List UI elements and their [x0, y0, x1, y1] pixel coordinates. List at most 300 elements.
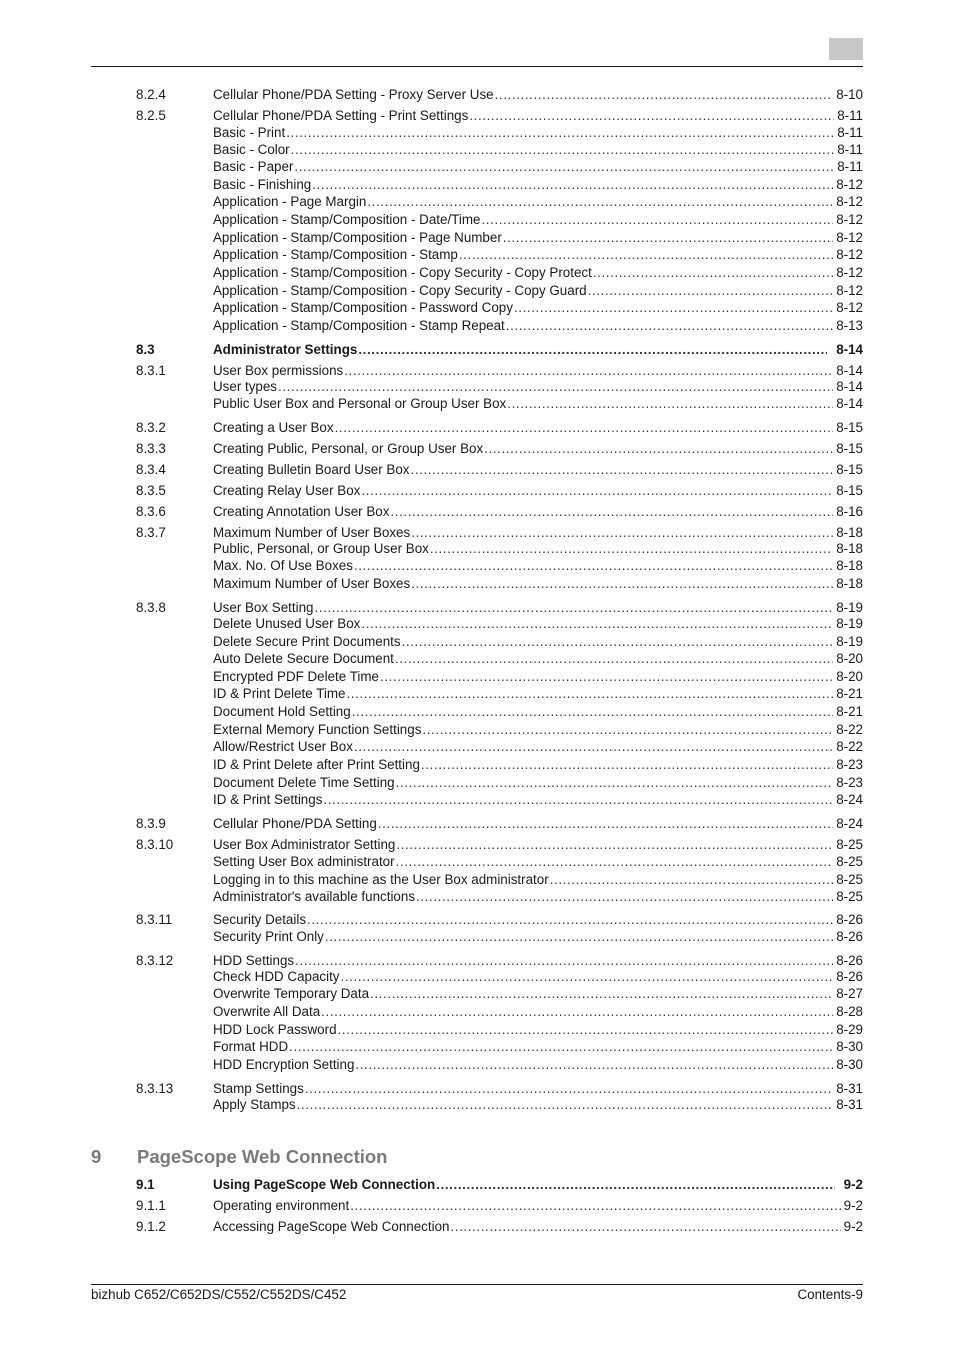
toc-entry-number: 9.1: [136, 1177, 155, 1192]
toc-entry-page: 8-25: [836, 837, 863, 852]
toc-entry[interactable]: [0, 341, 954, 359]
toc-entry-title: External Memory Function Settings: [213, 722, 422, 737]
toc-entry[interactable]: [0, 815, 954, 833]
toc-entry[interactable]: [0, 888, 954, 906]
toc-dot-leader: [588, 282, 834, 300]
toc-entry[interactable]: [0, 503, 954, 521]
corner-tab-marker: [829, 38, 863, 60]
toc-entry-title: Security Details: [213, 912, 307, 927]
toc-dot-leader: [294, 158, 834, 176]
header-rule: [91, 66, 863, 67]
toc-entry-line: [213, 985, 863, 1003]
toc-entry-line: [213, 341, 863, 359]
toc-entry-title: Public, Personal, or Group User Box: [213, 541, 429, 556]
toc-entry-title: Basic - Color: [213, 142, 290, 157]
toc-dot-leader: [481, 211, 833, 229]
toc-entry[interactable]: [0, 482, 954, 500]
toc-entry[interactable]: [0, 264, 954, 282]
toc-entry-line: [213, 928, 863, 946]
toc-entry-line: [213, 317, 863, 335]
toc-entry-page: 8-28: [836, 1004, 863, 1019]
toc-entry-number: 9.1.2: [136, 1219, 166, 1234]
toc-entry[interactable]: [0, 928, 954, 946]
toc-dot-leader: [450, 1218, 840, 1236]
toc-entry[interactable]: [0, 211, 954, 229]
toc-entry-title: Application - Stamp/Composition - Stamp Repeat: [213, 318, 505, 333]
toc-entry[interactable]: [0, 853, 954, 871]
toc-dot-leader: [396, 853, 834, 871]
toc-dot-leader: [341, 968, 834, 986]
toc-entry-line: [213, 378, 863, 396]
toc-entry-title: HDD Lock Password: [213, 1022, 337, 1037]
toc-entry-line: [213, 633, 863, 651]
toc-entry-page: 8-11: [837, 125, 863, 140]
toc-entry[interactable]: [0, 1038, 954, 1056]
toc-entry-line: [213, 158, 863, 176]
toc-entry-line: [213, 791, 863, 809]
chapter-title: PageScope Web Connection: [137, 1146, 388, 1167]
toc-entry-line: [213, 282, 863, 300]
toc-entry[interactable]: [0, 911, 954, 929]
toc-entry-number: 8.3.12: [136, 953, 174, 968]
toc-entry-number: 8.3.7: [136, 525, 166, 540]
toc-entry[interactable]: [0, 141, 954, 159]
toc-entry[interactable]: [0, 540, 954, 558]
toc-entry-page: 8-20: [836, 669, 863, 684]
toc-entry-line: [213, 1021, 863, 1039]
toc-entry-page: 8-10: [836, 87, 863, 102]
footer-rule: [91, 1284, 863, 1285]
toc-dot-leader: [354, 557, 833, 575]
toc-entry[interactable]: [0, 650, 954, 668]
toc-entry-title: Max. No. Of Use Boxes: [213, 558, 353, 573]
toc-entry-number: 8.3.6: [136, 504, 166, 519]
toc-entry-number: 8.3.10: [136, 837, 174, 852]
toc-entry-page: 8-12: [836, 300, 863, 315]
toc-entry-page: 8-15: [836, 483, 863, 498]
toc-entry-title: Format HDD: [213, 1039, 289, 1054]
toc-entry-title: Application - Stamp/Composition - Page Number: [213, 230, 502, 245]
toc-entry-title: Apply Stamps: [213, 1097, 296, 1112]
toc-entry-number: 8.3.9: [136, 816, 166, 831]
toc-entry[interactable]: [0, 1197, 954, 1215]
toc-entry-title: Check HDD Capacity: [213, 969, 340, 984]
toc-entry-title: Basic - Print: [213, 125, 286, 140]
toc-entry-title: Creating Bulletin Board User Box: [213, 462, 410, 477]
toc-entry-line: [213, 107, 863, 125]
toc-entry-line: [213, 141, 863, 159]
toc-entry-number: 8.3.11: [136, 912, 173, 927]
toc-entry[interactable]: [0, 557, 954, 575]
toc-entry-title: Creating Annotation User Box: [213, 504, 390, 519]
toc-entry-page: 8-18: [836, 541, 863, 556]
toc-entry-page: 8-25: [836, 889, 863, 904]
toc-entry[interactable]: [0, 791, 954, 809]
toc-entry[interactable]: [0, 721, 954, 739]
toc-entry-line: [213, 264, 863, 282]
toc-dot-leader: [422, 721, 833, 739]
toc-entry-line: [213, 246, 863, 264]
toc-dot-leader: [436, 1176, 834, 1194]
toc-dot-leader: [278, 378, 833, 396]
toc-entry-page: 9-2: [843, 1198, 863, 1213]
toc-dot-leader: [325, 928, 833, 946]
toc-entry[interactable]: [0, 1003, 954, 1021]
toc-entry[interactable]: [0, 756, 954, 774]
toc-dot-leader: [361, 615, 833, 633]
toc-entry-title: ID & Print Delete after Print Setting: [213, 757, 420, 772]
toc-dot-leader: [355, 1056, 833, 1074]
toc-entry-line: [213, 836, 863, 854]
toc-entry[interactable]: [0, 871, 954, 889]
toc-entry-page: 8-11: [837, 108, 863, 123]
toc-entry-title: Administrator's available functions: [213, 889, 416, 904]
toc-dot-leader: [395, 650, 833, 668]
toc-entry-page: 8-27: [836, 986, 863, 1001]
toc-entry-line: [213, 853, 863, 871]
toc-entry[interactable]: [0, 246, 954, 264]
toc-entry-page: 8-12: [836, 212, 863, 227]
toc-dot-leader: [430, 540, 833, 558]
toc-entry-title: User Box Setting: [213, 600, 314, 615]
toc-entry-number: 8.3.8: [136, 600, 166, 615]
toc-entry-line: [213, 503, 863, 521]
toc-entry-title: Application - Stamp/Composition - Copy Security - Copy Protect: [213, 265, 592, 280]
toc-entry[interactable]: [0, 86, 954, 104]
toc-entry-title: Security Print Only: [213, 929, 324, 944]
toc-entry[interactable]: [0, 107, 954, 125]
toc-entry[interactable]: [0, 299, 954, 317]
toc-entry-line: [213, 229, 863, 247]
toc-entry-title: Application - Page Margin: [213, 194, 367, 209]
toc-entry-title: User types: [213, 379, 277, 394]
toc-entry[interactable]: [0, 575, 954, 593]
footer-model-names: bizhub C652/C652DS/C552/C552DS/C452: [91, 1287, 347, 1302]
toc-entry[interactable]: [0, 836, 954, 854]
toc-entry-line: [213, 395, 863, 413]
toc-entry[interactable]: [0, 461, 954, 479]
toc-entry-number: 8.3.13: [136, 1081, 174, 1096]
toc-entry-title: Setting User Box administrator: [213, 854, 395, 869]
toc-entry-title: Document Hold Setting: [213, 704, 351, 719]
toc-entry-line: [213, 911, 863, 929]
toc-entry-number: 8.3: [136, 342, 155, 357]
toc-dot-leader: [416, 888, 833, 906]
toc-entry-title: Logging in to this machine as the User Box administrator: [213, 872, 549, 887]
toc-entry-page: 8-15: [836, 462, 863, 477]
toc-entry-line: [213, 721, 863, 739]
toc-entry-number: 9.1.1: [136, 1198, 166, 1213]
toc-entry[interactable]: [0, 419, 954, 437]
toc-entry-title: Application - Stamp/Composition - Date/Time: [213, 212, 481, 227]
toc-dot-leader: [289, 1038, 833, 1056]
toc-entry-title: Delete Secure Print Documents: [213, 634, 401, 649]
toc-entry-page: 8-26: [836, 969, 863, 984]
toc-dot-leader: [402, 633, 834, 651]
toc-entry-line: [213, 1176, 863, 1194]
toc-entry-line: [213, 86, 863, 104]
toc-entry-page: 8-14: [836, 342, 863, 357]
toc-dot-leader: [506, 317, 833, 335]
toc-entry-title: Application - Stamp/Composition - Copy Security - Copy Guard: [213, 283, 587, 298]
toc-entry-page: 9-2: [843, 1219, 863, 1234]
toc-entry-page: 8-14: [836, 396, 863, 411]
toc-entry-title: HDD Encryption Setting: [213, 1057, 355, 1072]
toc-dot-leader: [370, 985, 833, 1003]
toc-dot-leader: [352, 703, 833, 721]
toc-entry-page: 8-19: [836, 616, 863, 631]
toc-entry-title: Cellular Phone/PDA Setting - Proxy Server Use: [213, 87, 494, 102]
toc-entry-page: 8-21: [836, 686, 863, 701]
toc-entry-line: [213, 1096, 863, 1114]
toc-entry-number: 8.3.3: [136, 441, 166, 456]
toc-entry-page: 8-14: [836, 379, 863, 394]
toc-entry-line: [213, 1197, 863, 1215]
toc-entry-page: 8-14: [836, 363, 863, 378]
toc-entry-line: [213, 685, 863, 703]
toc-entry-title: Maximum Number of User Boxes: [213, 525, 411, 540]
toc-entry-page: 8-25: [836, 872, 863, 887]
toc-entry-title: Auto Delete Secure Document: [213, 651, 394, 666]
toc-dot-leader: [390, 503, 833, 521]
toc-entry-line: [213, 211, 863, 229]
toc-entry-line: [213, 774, 863, 792]
toc-entry-page: 8-19: [836, 634, 863, 649]
toc-entry-page: 8-12: [836, 194, 863, 209]
toc-entry[interactable]: [0, 229, 954, 247]
toc-entry-line: [213, 668, 863, 686]
toc-entry-title: Basic - Paper: [213, 159, 294, 174]
toc-entry-title: Stamp Settings: [213, 1081, 304, 1096]
toc-dot-leader: [335, 419, 834, 437]
toc-entry-page: 8-29: [836, 1022, 863, 1037]
toc-entry[interactable]: [0, 1021, 954, 1039]
toc-entry-line: [213, 176, 863, 194]
toc-dot-leader: [291, 141, 835, 159]
toc-entry-title: Using PageScope Web Connection: [213, 1177, 436, 1192]
toc-entry-title: Basic - Finishing: [213, 177, 312, 192]
toc-dot-leader: [346, 685, 833, 703]
toc-entry-page: 8-30: [836, 1057, 863, 1072]
toc-entry-page: 8-11: [837, 142, 863, 157]
toc-entry[interactable]: [0, 282, 954, 300]
toc-entry[interactable]: [0, 193, 954, 211]
toc-dot-leader: [503, 229, 833, 247]
toc-entry[interactable]: [0, 774, 954, 792]
toc-entry[interactable]: [0, 685, 954, 703]
toc-entry-title: Maximum Number of User Boxes: [213, 576, 411, 591]
toc-entry-page: 8-26: [836, 912, 863, 927]
toc-entry-page: 8-26: [836, 929, 863, 944]
toc-entry-page: 8-21: [836, 704, 863, 719]
toc-entry-page: 8-24: [836, 792, 863, 807]
toc-entry[interactable]: [0, 633, 954, 651]
toc-entry-number: 8.3.5: [136, 483, 166, 498]
toc-dot-leader: [396, 836, 833, 854]
toc-entry-number: 8.2.4: [136, 87, 166, 102]
toc-dot-leader: [411, 575, 833, 593]
toc-entry-title: Creating Public, Personal, or Group User Box: [213, 441, 484, 456]
toc-entry[interactable]: [0, 738, 954, 756]
toc-entry-line: [213, 1003, 863, 1021]
toc-entry-line: [213, 703, 863, 721]
toc-entry-page: 8-18: [836, 525, 863, 540]
toc-dot-leader: [378, 815, 833, 833]
toc-entry-page: 8-31: [836, 1081, 863, 1096]
toc-entry-title: User Box permissions: [213, 363, 344, 378]
toc-dot-leader: [361, 482, 833, 500]
toc-entry-line: [213, 650, 863, 668]
toc-dot-leader: [459, 246, 833, 264]
toc-entry[interactable]: [0, 378, 954, 396]
toc-entry-title: Administrator Settings: [213, 342, 358, 357]
toc-entry-number: 8.3.4: [136, 462, 166, 477]
toc-entry-line: [213, 461, 863, 479]
toc-entry-line: [213, 1056, 863, 1074]
toc-entry-page: 8-24: [836, 816, 863, 831]
toc-entry-title: Delete Unused User Box: [213, 616, 361, 631]
toc-entry-page: 8-12: [836, 265, 863, 280]
toc-dot-leader: [396, 774, 834, 792]
toc-entry-line: [213, 124, 863, 142]
toc-entry-title: ID & Print Delete Time: [213, 686, 346, 701]
toc-entry-title: User Box Administrator Setting: [213, 837, 396, 852]
toc-entry-line: [213, 440, 863, 458]
toc-entry[interactable]: [0, 1218, 954, 1236]
toc-entry-line: [213, 575, 863, 593]
toc-entry-title: Application - Stamp/Composition - Stamp: [213, 247, 458, 262]
chapter-number: 9: [91, 1146, 102, 1167]
toc-entry-number: 8.3.2: [136, 420, 166, 435]
toc-entry-line: [213, 193, 863, 211]
toc-entry-page: 9-2: [843, 1177, 863, 1192]
toc-entry-title: Creating a User Box: [213, 420, 334, 435]
toc-entry[interactable]: [0, 985, 954, 1003]
toc-entry-page: 8-23: [836, 757, 863, 772]
toc-entry[interactable]: [0, 668, 954, 686]
toc-entry-line: [213, 1218, 863, 1236]
toc-entry[interactable]: [0, 158, 954, 176]
toc-entry[interactable]: [0, 968, 954, 986]
toc-dot-leader: [469, 107, 834, 125]
toc-entry-title: Creating Relay User Box: [213, 483, 361, 498]
toc-dot-leader: [350, 1197, 840, 1215]
toc-dot-leader: [286, 124, 834, 142]
toc-entry-line: [213, 482, 863, 500]
toc-entry-page: 8-22: [836, 739, 863, 754]
toc-entry-number: 8.3.1: [136, 363, 166, 378]
toc-entry-title: Document Delete Time Setting: [213, 775, 395, 790]
toc-entry[interactable]: [0, 395, 954, 413]
toc-dot-leader: [484, 440, 833, 458]
toc-entry-page: 8-15: [836, 441, 863, 456]
toc-entry-line: [213, 1038, 863, 1056]
toc-dot-leader: [421, 756, 833, 774]
toc-dot-leader: [411, 461, 834, 479]
toc-entry-line: [213, 615, 863, 633]
toc-entry-page: 8-12: [836, 230, 863, 245]
toc-entry-page: 8-15: [836, 420, 863, 435]
toc-entry-line: [213, 419, 863, 437]
toc-entry-page: 8-18: [836, 576, 863, 591]
toc-entry-page: 8-25: [836, 854, 863, 869]
toc-entry-title: Overwrite All Data: [213, 1004, 321, 1019]
toc-dot-leader: [323, 791, 833, 809]
toc-entry-page: 8-18: [836, 558, 863, 573]
toc-entry-title: Cellular Phone/PDA Setting: [213, 816, 377, 831]
toc-entry[interactable]: [0, 1176, 954, 1194]
toc-entry-line: [213, 557, 863, 575]
toc-entry-page: 8-12: [836, 177, 863, 192]
toc-dot-leader: [367, 193, 833, 211]
toc-entry-title: Application - Stamp/Composition - Password Copy: [213, 300, 513, 315]
toc-entry-title: HDD Settings: [213, 953, 295, 968]
toc-entry-line: [213, 815, 863, 833]
toc-entry[interactable]: [0, 615, 954, 633]
toc-entry-title: Operating environment: [213, 1198, 350, 1213]
toc-entry-page: 8-11: [837, 159, 863, 174]
toc-entry[interactable]: [0, 703, 954, 721]
toc-entry-page: 8-26: [836, 953, 863, 968]
toc-entry-page: 8-20: [836, 651, 863, 666]
toc-entry-page: 8-13: [836, 318, 863, 333]
toc-entry-title: Public User Box and Personal or Group User Box: [213, 396, 507, 411]
toc-entry-line: [213, 888, 863, 906]
toc-dot-leader: [307, 911, 833, 929]
toc-entry-page: 8-12: [836, 247, 863, 262]
toc-dot-leader: [550, 871, 834, 889]
toc-entry-page: 8-31: [836, 1097, 863, 1112]
toc-entry[interactable]: [0, 317, 954, 335]
toc-entry-line: [213, 968, 863, 986]
toc-entry-number: 8.2.5: [136, 108, 166, 123]
toc-dot-leader: [514, 299, 833, 317]
toc-entry-title: Cellular Phone/PDA Setting - Print Settings: [213, 108, 469, 123]
toc-entry-page: 8-30: [836, 1039, 863, 1054]
toc-entry-line: [213, 299, 863, 317]
toc-dot-leader: [358, 341, 827, 359]
footer-page-number: Contents-9: [797, 1287, 863, 1302]
toc-entry[interactable]: [0, 1096, 954, 1114]
toc-entry-page: 8-22: [836, 722, 863, 737]
toc-dot-leader: [354, 738, 833, 756]
toc-dot-leader: [593, 264, 833, 282]
toc-entry[interactable]: [0, 1056, 954, 1074]
toc-dot-leader: [321, 1003, 833, 1021]
toc-entry-page: 8-16: [836, 504, 863, 519]
toc-entry-line: [213, 738, 863, 756]
toc-dot-leader: [495, 86, 834, 104]
toc-entry-title: Overwrite Temporary Data: [213, 986, 370, 1001]
toc-dot-leader: [507, 395, 833, 413]
toc-entry-title: ID & Print Settings: [213, 792, 323, 807]
toc-dot-leader: [297, 1096, 834, 1114]
toc-entry[interactable]: [0, 124, 954, 142]
toc-entry-page: 8-12: [836, 283, 863, 298]
toc-entry[interactable]: [0, 440, 954, 458]
toc-dot-leader: [312, 176, 833, 194]
toc-entry-title: Encrypted PDF Delete Time: [213, 669, 379, 684]
toc-entry-page: 8-23: [836, 775, 863, 790]
toc-entry-line: [213, 871, 863, 889]
toc-entry-line: [213, 756, 863, 774]
toc-dot-leader: [380, 668, 833, 686]
toc-dot-leader: [338, 1021, 834, 1039]
toc-entry-line: [213, 540, 863, 558]
toc-entry[interactable]: [0, 176, 954, 194]
toc-entry-title: Allow/Restrict User Box: [213, 739, 353, 754]
toc-entry-page: 8-19: [836, 600, 863, 615]
